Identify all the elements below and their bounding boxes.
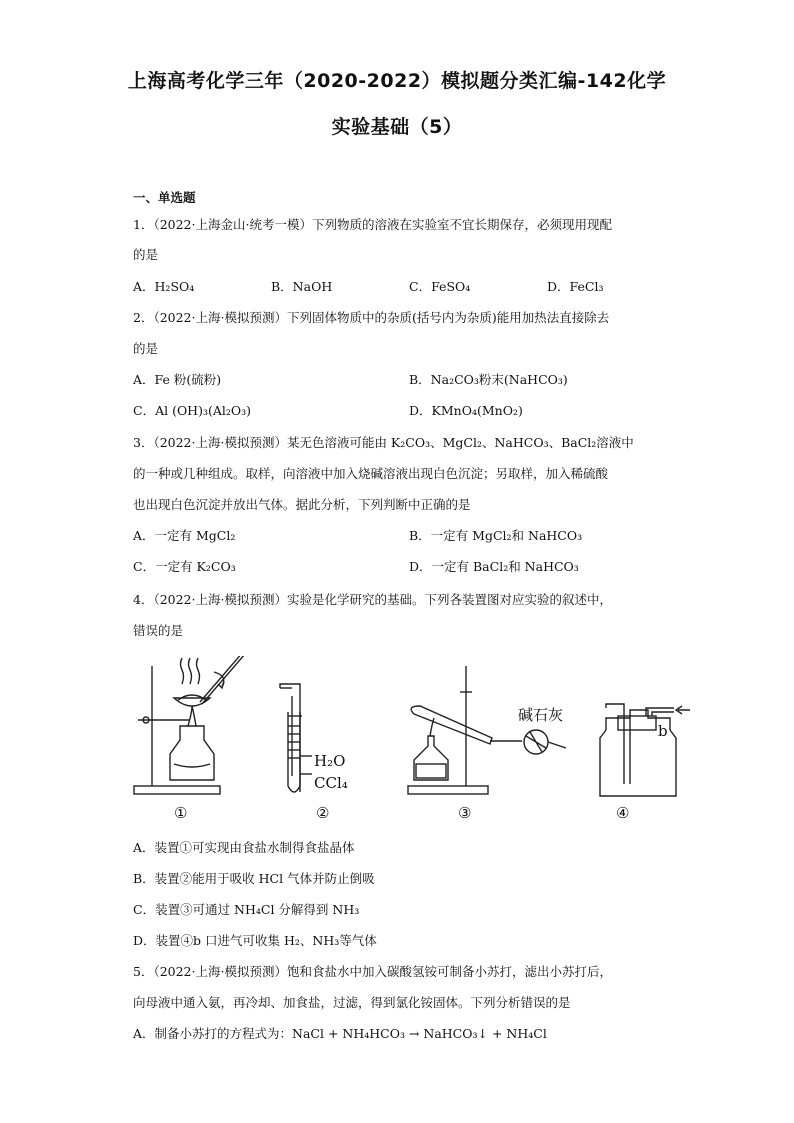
label-soda-lime: 碱石灰 <box>518 706 564 724</box>
q1-option-d: D．FeCl₃ <box>547 279 604 294</box>
q4-option-b: B．装置②能用于吸收 HCl 气体并防止倒吸 <box>133 871 375 886</box>
q2-option-a: A．Fe 粉(硫粉) <box>133 372 222 387</box>
document-title-line2: 实验基础（5） <box>331 116 463 138</box>
q5-option-a: A．制备小苏打的方程式为：NaCl + NH₄HCO₃ → NaHCO₃↓ + NH₄Cl <box>133 1026 547 1041</box>
label-apparatus-1: ① <box>174 804 188 822</box>
q3-stem-line3: 也出现白色沉淀并放出气体。据此分析，下列判断中正确的是 <box>133 497 471 512</box>
test-tube-apparatus <box>280 684 312 792</box>
ammonium-chloride-heating-apparatus <box>408 666 566 794</box>
q5-stem-line1: 5．（2022·上海·模拟预测）饱和食盐水中加入碳酸氢铵可制备小苏打，滤出小苏打后， <box>133 964 612 979</box>
q3-option-b: B．一定有 MgCl₂和 NaHCO₃ <box>409 528 583 543</box>
q1-option-c: C．FeSO₄ <box>409 279 471 294</box>
q2-option-c: C．Al (OH)₃(Al₂O₃) <box>133 403 252 418</box>
q3-stem-line1: 3．（2022·上海·模拟预测）某无色溶液可能由 K₂CO₃、MgCl₂、NaHCO₃、BaCl₂溶液中 <box>133 435 634 450</box>
q3-option-a: A．一定有 MgCl₂ <box>133 528 236 543</box>
q2-stem-line2: 的是 <box>133 341 159 356</box>
q3-stem-line2: 的一种或几种组成。取样，向溶液中加入烧碱溶液出现白色沉淀；另取样，加入稀硫酸 <box>133 466 609 481</box>
q2-option-b: B．Na₂CO₃粉末(NaHCO₃) <box>409 372 568 387</box>
q5-stem-line2: 向母液中通入氨，再冷却、加食盐，过滤，得到氯化铵固体。下列分析错误的是 <box>133 995 571 1010</box>
section-heading: 一、单选题 <box>133 190 196 205</box>
label-apparatus-4: ④ <box>616 804 630 822</box>
q4-stem-line1: 4．（2022·上海·模拟预测）实验是化学研究的基础。下列各装置图对应实验的叙述中， <box>133 592 612 607</box>
q2-stem-line1: 2．（2022·上海·模拟预测）下列固体物质中的杂质(括号内为杂质)能用加热法直接除去 <box>133 310 610 325</box>
label-ccl4: CCl₄ <box>314 774 348 792</box>
label-h2o: H₂O <box>314 752 346 770</box>
q4-option-d: D．装置④b 口进气可收集 H₂、NH₃等气体 <box>133 933 377 948</box>
q4-stem-line2: 错误的是 <box>133 623 184 638</box>
q1-stem-line1: 1．（2022·上海金山·统考一模）下列物质的溶液在实验室不宜长期保存，必须现用现配 <box>133 217 612 232</box>
apparatus-drawing <box>130 656 690 826</box>
q2-option-d: D．KMnO₄(MnO₂) <box>409 403 523 418</box>
document-title-line1: 上海高考化学三年（2020-2022）模拟题分类汇编-142化学 <box>127 70 667 92</box>
label-apparatus-3: ③ <box>458 804 472 822</box>
apparatus-figure <box>130 656 690 826</box>
evaporation-apparatus <box>134 656 245 794</box>
q4-option-c: C．装置③可通过 NH₄Cl 分解得到 NH₃ <box>133 902 360 917</box>
q4-option-a: A．装置①可实现由食盐水制得食盐晶体 <box>133 840 355 855</box>
gas-collecting-bottle <box>600 704 690 796</box>
label-apparatus-2: ② <box>316 804 330 822</box>
label-b: b <box>658 722 668 740</box>
q1-stem-line2: 的是 <box>133 247 159 262</box>
q1-option-b: B．NaOH <box>271 279 333 294</box>
q3-option-c: C．一定有 K₂CO₃ <box>133 559 236 574</box>
q3-option-d: D．一定有 BaCl₂和 NaHCO₃ <box>409 559 579 574</box>
q1-option-a: A．H₂SO₄ <box>133 279 195 294</box>
